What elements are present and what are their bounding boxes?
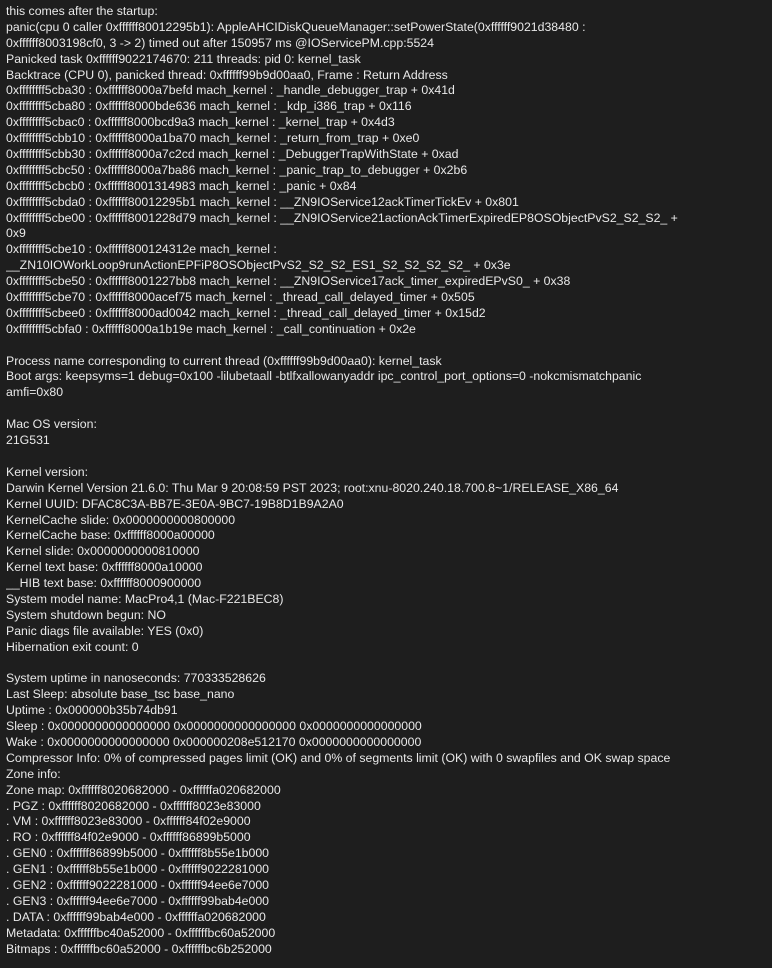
- log-line: Boot args: keepsyms=1 debug=0x100 -lilubetaall -btlfxallowanyaddr ipc_control_port_options=0 -nokcmismatchpanic: [6, 369, 642, 384]
- blank-line: [6, 656, 772, 672]
- log-line: . VM : 0xffffff8023e83000 - 0xffffff84f02e9000: [6, 814, 251, 829]
- log-line: 0xffffffff5cbee0 : 0xffffff8000ad0042 mach_kernel : _thread_call_delayed_timer + 0x15d2: [6, 305, 486, 320]
- log-line: . GEN2 : 0xffffff9022281000 - 0xffffff94ee6e7000: [6, 877, 270, 892]
- log-line: 0xffffffff5cbe00 : 0xffffff8001228d79 mach_kernel : __ZN9IOService21actionAckTimerExpiredEP8OSObjectPvS2_S2_S2_ +: [6, 210, 678, 225]
- log-line: 0xffffffff5cbda0 : 0xffffff80012295b1 mach_kernel : __ZN9IOService12ackTimerTickEv + 0x801: [6, 194, 519, 209]
- log-line: Panic diags file available: YES (0x0): [6, 623, 204, 638]
- log-line: Zone map: 0xffffff8020682000 - 0xffffffa020682000: [6, 782, 281, 797]
- log-line: Process name corresponding to current thread (0xffffff99b9d00aa0): kernel_task: [6, 353, 442, 368]
- log-line: Kernel text base: 0xffffff8000a10000: [6, 560, 203, 575]
- log-line: 0xffffffff5cbcb0 : 0xffffff8001314983 mach_kernel : _panic + 0x84: [6, 178, 357, 193]
- log-line: 0xffffffff5cbe10 : 0xffffff800124312e mach_kernel :: [6, 242, 277, 257]
- log-line: 0xffffffff5cba80 : 0xffffff8000bde636 mach_kernel : _kdp_i386_trap + 0x116: [6, 99, 412, 114]
- blank-line: [6, 338, 772, 354]
- blank-line: [6, 449, 772, 465]
- log-line: Kernel slide: 0x0000000000810000: [6, 544, 200, 559]
- log-line: Kernel version:: [6, 464, 89, 479]
- log-line: . GEN3 : 0xffffff94ee6e7000 - 0xffffff99bab4e000: [6, 893, 270, 908]
- log-line: System model name: MacPro4,1 (Mac-F221BEC8): [6, 591, 284, 606]
- log-line: amfi=0x80: [6, 385, 64, 400]
- log-line: 0xffffffff5cba30 : 0xffffff8000a7befd mach_kernel : _handle_debugger_trap + 0x41d: [6, 83, 455, 98]
- log-line: KernelCache slide: 0x0000000000800000: [6, 512, 236, 527]
- log-line: System uptime in nanoseconds: 770333528626: [6, 671, 266, 686]
- log-line: 0xffffffff5cbe50 : 0xffffff8001227bb8 mach_kernel : __ZN9IOService17ack_timer_expiredEPvS0_ + 0x38: [6, 274, 571, 289]
- log-line: Darwin Kernel Version 21.6.0: Thu Mar 9 20:08:59 PST 2023; root:xnu-8020.240.18.700.8~1/RELEASE_X86_64: [6, 480, 619, 495]
- log-line: Kernel UUID: DFAC8C3A-BB7E-3E0A-9BC7-19B8D1B9A2A0: [6, 496, 344, 511]
- log-line: . RO : 0xffffff84f02e9000 - 0xffffff86899b5000: [6, 830, 251, 845]
- log-line: panic(cpu 0 caller 0xffffff80012295b1): AppleAHCIDiskQueueManager::setPowerState(0xffffff9021d38480 :: [6, 19, 586, 34]
- log-line: 0xffffffff5cbb10 : 0xffffff8000a1ba70 mach_kernel : _return_from_trap + 0xe0: [6, 131, 420, 146]
- log-line: Panicked task 0xffffff9022174670: 211 threads: pid 0: kernel_task: [6, 51, 361, 66]
- log-line: Compressor Info: 0% of compressed pages limit (OK) and 0% of segments limit (OK) with 0 swapfiles and OK swap space: [6, 750, 671, 765]
- log-line: Metadata: 0xffffffbc40a52000 - 0xffffffbc60a52000: [6, 925, 276, 940]
- log-line: . GEN0 : 0xffffff86899b5000 - 0xffffff8b55e1b000: [6, 846, 270, 861]
- log-line: 0xffffff8003198cf0, 3 -> 2) timed out after 150957 ms @IOServicePM.cpp:5524: [6, 35, 434, 50]
- log-line: __ZN10IOWorkLoop9runActionEPFiP8OSObjectPvS2_S2_S2_ES1_S2_S2_S2_S2_ + 0x3e: [6, 258, 511, 273]
- log-line: 21G531: [6, 433, 50, 448]
- log-line: . DATA : 0xffffff99bab4e000 - 0xffffffa020682000: [6, 909, 266, 924]
- log-line: Hibernation exit count: 0: [6, 639, 139, 654]
- log-line: . GEN1 : 0xffffff8b55e1b000 - 0xffffff9022281000: [6, 862, 270, 877]
- log-line: System shutdown begun: NO: [6, 607, 166, 622]
- log-line: 0xffffffff5cbe70 : 0xffffff8000acef75 mach_kernel : _thread_call_delayed_timer + 0x505: [6, 290, 475, 305]
- log-line: Backtrace (CPU 0), panicked thread: 0xffffff99b9d00aa0, Frame : Return Address: [6, 67, 448, 82]
- log-line: 0xffffffff5cbc50 : 0xffffff8000a7ba86 mach_kernel : _panic_trap_to_debugger + 0x2b6: [6, 162, 468, 177]
- log-line: __HIB text base: 0xffffff8000900000: [6, 576, 202, 591]
- log-line: 0xffffffff5cbb30 : 0xffffff8000a7c2cd mach_kernel : _DebuggerTrapWithState + 0xad: [6, 147, 459, 162]
- log-line: Last Sleep: absolute base_tsc base_nano: [6, 687, 235, 702]
- log-line: Sleep : 0x0000000000000000 0x0000000000000000 0x0000000000000000: [6, 719, 422, 734]
- log-line: Uptime : 0x000000b35b74db91: [6, 703, 178, 718]
- log-line: Bitmaps : 0xffffffbc60a52000 - 0xffffffbc6b252000: [6, 941, 272, 956]
- log-line: 0x9: [6, 226, 26, 241]
- log-line: KernelCache base: 0xffffff8000a00000: [6, 528, 215, 543]
- blank-line: [6, 401, 772, 417]
- log-line: 0xffffffff5cbac0 : 0xffffff8000bcd9a3 mach_kernel : _kernel_trap + 0x4d3: [6, 115, 395, 130]
- log-line: Zone info:: [6, 766, 61, 781]
- log-line: this comes after the startup:: [6, 4, 158, 18]
- log-line: Wake : 0x0000000000000000 0x000000208e512170 0x0000000000000000: [6, 734, 422, 749]
- log-line: Mac OS version:: [6, 417, 97, 432]
- log-line: . PGZ : 0xffffff8020682000 - 0xffffff8023e83000: [6, 798, 261, 813]
- log-line: 0xffffffff5cbfa0 : 0xffffff8000a1b19e mach_kernel : _call_continuation + 0x2e: [6, 321, 416, 336]
